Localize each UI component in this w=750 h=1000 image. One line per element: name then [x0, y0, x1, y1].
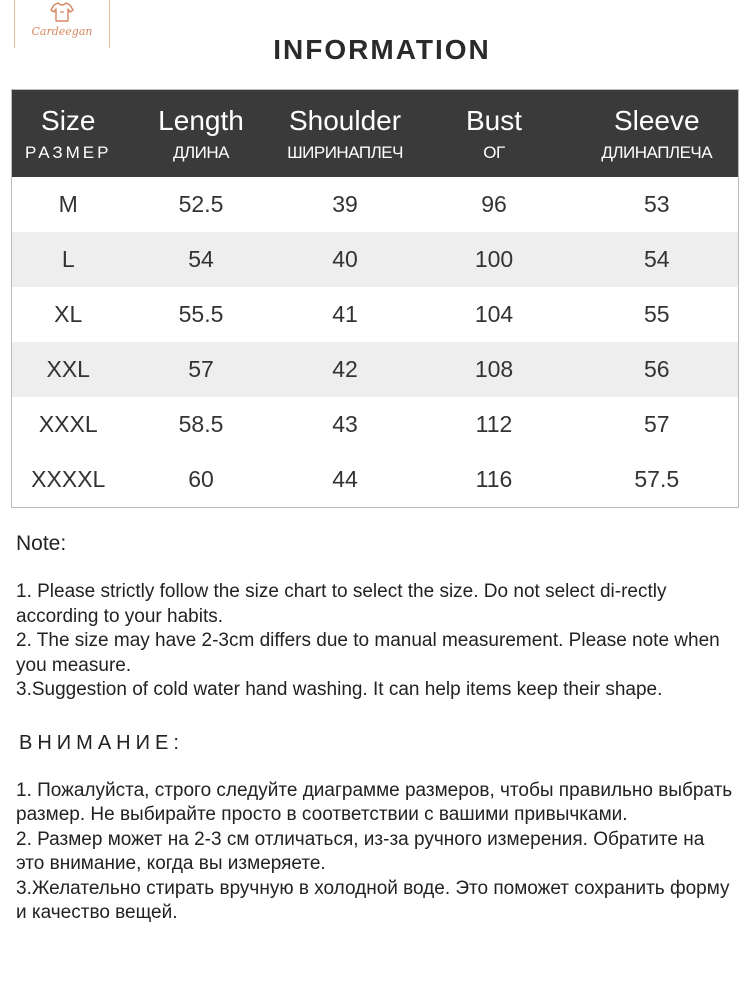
note-item-ru: 3.Желательно стирать вручную в холодной воде. Это поможет сохранить форму и качество вещей. [16, 877, 730, 923]
table-row [12, 397, 739, 452]
header-bust-en: Bust [465, 104, 523, 136]
size-chart-table [11, 89, 739, 508]
table-row [12, 177, 739, 232]
header-sleeve [576, 90, 739, 178]
logo-text: Cardeegan [31, 25, 93, 38]
cell-shoulder: 41 [278, 287, 413, 342]
cell-shoulder: 44 [278, 452, 413, 508]
cell-length: 58.5 [125, 397, 278, 452]
header-bust [413, 90, 576, 178]
note-item: 3.Suggestion of cold water hand washing. It can help items keep their shape. [16, 679, 663, 700]
header-size [12, 90, 125, 178]
header-length-en: Length [158, 104, 244, 136]
cell-shoulder: 39 [278, 177, 413, 232]
cell-sleeve: 56 [576, 342, 739, 397]
cell-size: XXL [12, 342, 125, 397]
cell-length: 57 [125, 342, 278, 397]
header-sleeve-en: Sleeve [613, 104, 700, 136]
header-shoulder-ru: ШИРИНАПЛЕЧ [287, 142, 403, 162]
table-row [12, 232, 739, 287]
header-sleeve-ru: ДЛИНАПЛЕЧА [601, 142, 713, 162]
note-item: 1. Please strictly follow the size chart to select the size. Do not select di-rectly according to your habits. [16, 581, 667, 627]
note-heading: Note: [16, 532, 67, 555]
cell-bust: 112 [413, 397, 576, 452]
table-row [12, 342, 739, 397]
cell-bust: 100 [413, 232, 576, 287]
table-row [12, 287, 739, 342]
cell-sleeve: 55 [576, 287, 739, 342]
table-row [12, 452, 739, 508]
cell-size: M [12, 177, 125, 232]
page-title: INFORMATION [273, 34, 491, 65]
header-shoulder [278, 90, 413, 178]
note-item: 2. The size may have 2-3cm differs due to manual measurement. Please note when you measure. [16, 630, 720, 676]
cell-sleeve: 57 [576, 397, 739, 452]
cell-size: XXXXL [12, 452, 125, 508]
cell-sleeve: 53 [576, 177, 739, 232]
cell-size: L [12, 232, 125, 287]
cell-sleeve: 54 [576, 232, 739, 287]
note-list-ru [16, 779, 736, 926]
cell-length: 52.5 [125, 177, 278, 232]
note-list [16, 580, 736, 703]
shirt-icon [50, 1, 74, 23]
note-heading-ru: ВНИМАНИЕ: [19, 731, 184, 754]
cell-size: XXXL [12, 397, 125, 452]
cell-bust: 108 [413, 342, 576, 397]
header-shoulder-en: Shoulder [288, 104, 402, 136]
note-item-ru: 1. Пожалуйста, строго следуйте диаграмме размеров, чтобы правильно выбрать размер. Не выбирайте просто в соответствии с вашими привычками. [16, 779, 733, 825]
cell-shoulder: 42 [278, 342, 413, 397]
notes-section [16, 530, 736, 926]
cell-bust: 104 [413, 287, 576, 342]
header-length [125, 90, 278, 178]
table-header-row [12, 90, 739, 178]
note-item-ru: 2. Размер может на 2-3 см отличаться, из-за ручного измерения. Обратите на это внимание, когда вы измеряете. [16, 828, 705, 874]
cell-shoulder: 40 [278, 232, 413, 287]
header-length-ru: ДЛИНА [172, 142, 229, 162]
cell-bust: 96 [413, 177, 576, 232]
cell-length: 54 [125, 232, 278, 287]
cell-shoulder: 43 [278, 397, 413, 452]
header-bust-ru: ОГ [483, 142, 505, 162]
header-size-en: Size [41, 104, 96, 136]
header-size-ru: РАЗМЕР [25, 142, 112, 162]
cell-bust: 116 [413, 452, 576, 508]
cell-size: XL [12, 287, 125, 342]
cell-length: 55.5 [125, 287, 278, 342]
cell-sleeve: 57.5 [576, 452, 739, 508]
cell-length: 60 [125, 452, 278, 508]
